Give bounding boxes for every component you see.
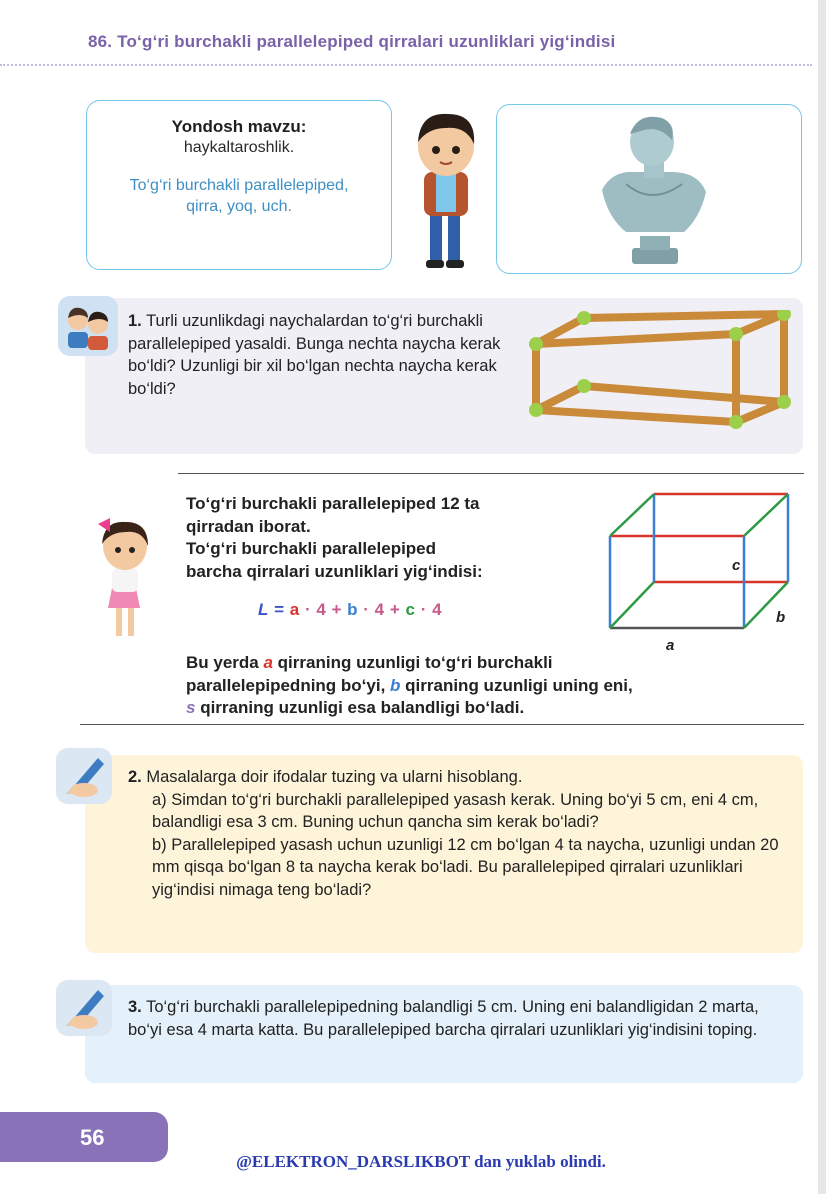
rule-line-3: To‘g‘ri burchakli parallelepiped [186, 539, 437, 558]
statue-bust-image [592, 110, 716, 270]
rule-explanation [186, 652, 786, 720]
page-edge [818, 0, 826, 1194]
perimeter-formula [258, 600, 442, 620]
explain-p5: qirraning uzunligi esa balandligi bo‘ladi. [195, 698, 525, 717]
task-1-number: 1. [128, 312, 142, 330]
formula-b: b [347, 600, 359, 619]
task-2-part-a: a) Simdan to‘g‘ri burchakli parallelepiped yasash kerak. Uning bo‘yi 5 cm, eni 4 cm, balandligi esa 3 cm. Buning uchun qancha sim kerak bo‘ladi? [152, 790, 759, 831]
rule-line-4: barcha qirralari uzunliklari yig‘indisi: [186, 561, 483, 581]
formula-term-1: · 4 + [299, 600, 348, 619]
task-1-text [128, 310, 508, 400]
rule-bottom-line [80, 724, 804, 725]
formula-L: L [258, 600, 269, 619]
explain-a: a [263, 653, 273, 672]
diagram-label-c: c [732, 557, 741, 574]
explain-line-2 [186, 675, 786, 698]
lesson-title: 86. To‘g‘ri burchakli parallelepiped qirralari uzunliklari yig‘indisi [88, 32, 616, 51]
girl-character [92, 512, 156, 640]
formula-term-3: · 4 [415, 600, 443, 619]
task-2-intro: Masalalarga doir ifodalar tuzing va ularni hisoblang. [146, 768, 523, 786]
pencil-writing-icon [54, 978, 114, 1038]
formula-term-2: · 4 + [358, 600, 406, 619]
task-1-body: Turli uzunlikdagi naychalardan to‘g‘ri burchakli parallelepiped yasaldi. Bunga nechta naycha kerak bo‘ldi? Uzunligi bir xil bo‘lgan nechta naycha kerak bo‘ldi? [128, 312, 501, 398]
formula-c: c [405, 600, 416, 619]
explain-p3: parallelepipedning bo‘yi, [186, 675, 391, 695]
download-footer: @ELEKTRON_DARSLIKBOT dan yuklab olindi. [236, 1152, 606, 1171]
explain-b: b [390, 675, 401, 695]
related-topic-box [86, 100, 392, 270]
pencil-writing-icon [54, 746, 114, 806]
explain-line-3 [186, 697, 786, 720]
explain-p1: Bu yerda [186, 653, 264, 672]
diagram-label-a: a [666, 637, 675, 654]
formula-eq: = [268, 600, 290, 619]
explain-s: s [186, 698, 196, 717]
pair-of-kids-icon [56, 294, 120, 358]
related-topic-heading: Yondosh mavzu: [171, 117, 307, 136]
explain-p2: qirraning uzunligi to‘g‘ri burchakli [272, 653, 553, 672]
explain-p4: qirraning uzunligi uning eni, [400, 675, 633, 695]
task-2-number: 2. [128, 768, 142, 786]
task-3-text [128, 996, 788, 1041]
page-number: 56 [80, 1125, 105, 1150]
parallelepiped-diagram [596, 486, 800, 654]
task-2-text [128, 766, 798, 901]
related-topic-terms: To‘g‘ri burchakli parallelepiped, qirra, yoq, uch. [129, 177, 349, 215]
rule-statement [186, 493, 606, 583]
task-2-intro-line [128, 766, 798, 789]
rule-line-2: qirradan iborat. [186, 516, 311, 536]
stick-frame-image [524, 310, 798, 440]
header-divider [0, 64, 812, 66]
rule-line-1: To‘g‘ri burchakli parallelepiped 12 ta [186, 494, 480, 513]
explain-line-1 [186, 652, 786, 675]
rule-top-line [178, 473, 804, 474]
task-3-body: To‘g‘ri burchakli parallelepipedning balandligi 5 cm. Uning eni balandligidan 2 marta, bo‘yi esa 4 marta katta. Bu parallelepiped barcha qirralari uzunliklari yig‘indisini toping. [128, 998, 759, 1039]
task-2-part-b: b) Parallelepiped yasash uchun uzunligi 12 cm bo‘lgan 4 ta naycha, uzunligi undan 20 mm qisqa bo‘lgan 8 ta naycha kerak bo‘ladi. Bu parallelepiped qirralari uzunliklari yig‘indisi nimaga teng bo‘ladi? [152, 835, 779, 899]
related-topic-subject: haykaltaroshlik. [183, 139, 295, 156]
formula-a: a [289, 600, 300, 619]
boy-character [404, 108, 488, 270]
diagram-label-b: b [776, 609, 786, 626]
task-3-number: 3. [128, 998, 142, 1016]
